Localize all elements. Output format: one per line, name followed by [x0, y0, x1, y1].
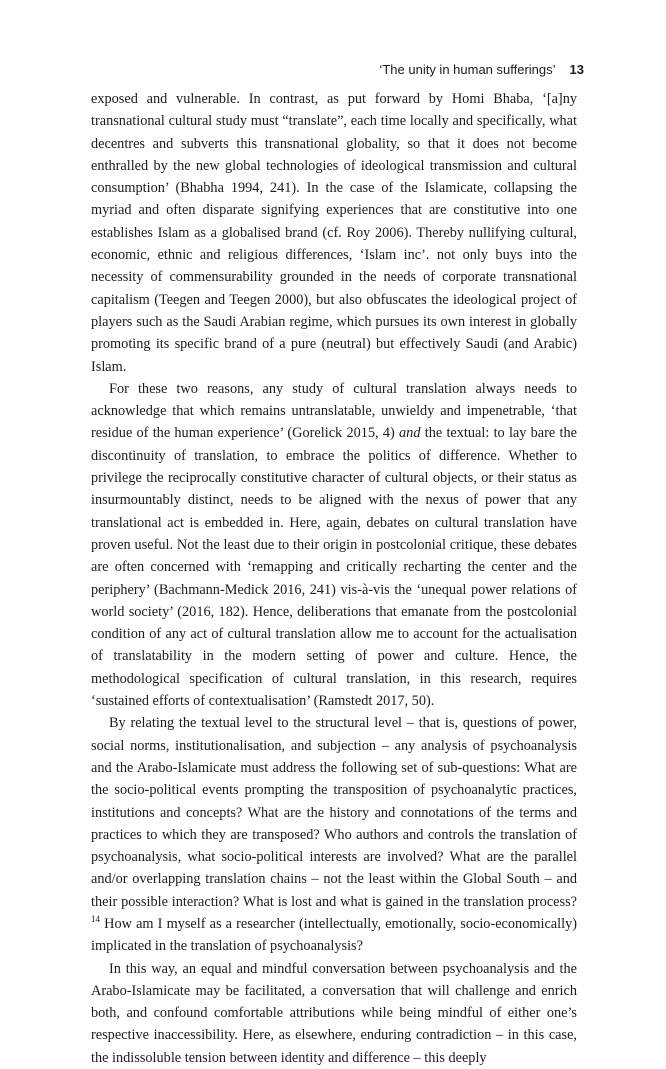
emphasis-and: and: [399, 425, 421, 442]
running-title: ‘The unity in human sufferings’: [379, 62, 556, 77]
footnote-marker[interactable]: 14: [91, 914, 100, 925]
body-text: [91, 88, 577, 1069]
paragraph-2-text-a: For these two reasons, any study of cultural translation always needs to acknowledge that which remains untranslatable, unwieldy and impenetrable, ‘that residue of the human experience’ (Gorelick 2015, 4): [91, 380, 577, 442]
paragraph-2-text-b: the textual: to lay bare the discontinuity of translation, to embrace the politics of difference. Whether to privilege the reciprocally constitutive character of cultural objects, or their status as insurmountably distinct, needs to be aligned with the nexus of power that any translational act is embedded in. Here, again, debates on cultural translation have proven useful. Not the least due to their origin in postcolonial critique, these debates are often concerned with ‘remapping and critically recharting the center and the periphery’ (Bachmann-Medick 2016, 241) vis-à-vis the ‘unequal power relations of world society’ (2016, 182). Hence, deliberations that emanate from the postcolonial condition of any act of cultural translation allow me to account for the actualisation of translatability in the modern setting of power and culture. Hence, the methodological specification of cultural translation, in this research, requires ‘sustained efforts of contextualisation’ (Ramstedt 2017, 50).: [91, 425, 577, 710]
page-number: 13: [569, 62, 584, 77]
paragraph-3: [91, 712, 577, 957]
running-header: [379, 62, 584, 77]
paragraph-1: exposed and vulnerable. In contrast, as put forward by Homi Bhaba, ‘[a]ny transnational cultural study must “translate”, each time locally and specifically, what decentres and subverts this transnational globality, so that it does not become enthralled by the new global technologies of ideological transmission and cultural consumption’ (Bhabha 1994, 241). In the case of the Islamicate, collapsing the myriad and often disparate signifying experiences that are constitutive into one establishes Islam as a globalised brand (cf. Roy 2006). Thereby nullifying cultural, economic, ethnic and religious differences, ‘Islam inc’. not only buys into the necessity of commensurability grounded in the needs of corporate transnational capitalism (Teegen and Teegen 2000), but also obfuscates the ideological project of players such as the Saudi Arabian regime, which pursues its own interest in globally promoting its specific brand of a pure (neutral) but effectively Saudi (and Arabic) Islam.: [91, 91, 577, 375]
paragraph-3-text-b: How am I myself as a researcher (intellectually, emotionally, socio-economically) implicated in the translation of psychoanalysis?: [91, 915, 577, 955]
paragraph-2: [91, 378, 577, 712]
paragraph-4: In this way, an equal and mindful conversation between psychoanalysis and the Arabo-Islamicate may be facilitated, a conversation that will challenge and enrich both, and confound comfortable attributions while being mindful of either one’s respective inaccessibility. Here, as elsewhere, enduring contradiction – in this case, the indissoluble tension between identity and difference – this deeply: [91, 960, 577, 1066]
paragraph-3-text-a: By relating the textual level to the structural level – that is, questions of power, social norms, institutionalisation, and subjection – any analysis of psychoanalysis and the Arabo-Islamicate must address the following set of sub-questions: What are the socio-political events prompting the transposition of psychoanalytic practices, institutions and concepts? What are the history and connotations of the terms and practices to which they are transposed? Who authors and controls the translation of psychoanalysis, what socio-political interests are involved? What are the parallel and/or overlapping translation chains – not the least within the Global South – and their possible interaction? What is lost and what is gained in the translation process?: [91, 715, 577, 910]
